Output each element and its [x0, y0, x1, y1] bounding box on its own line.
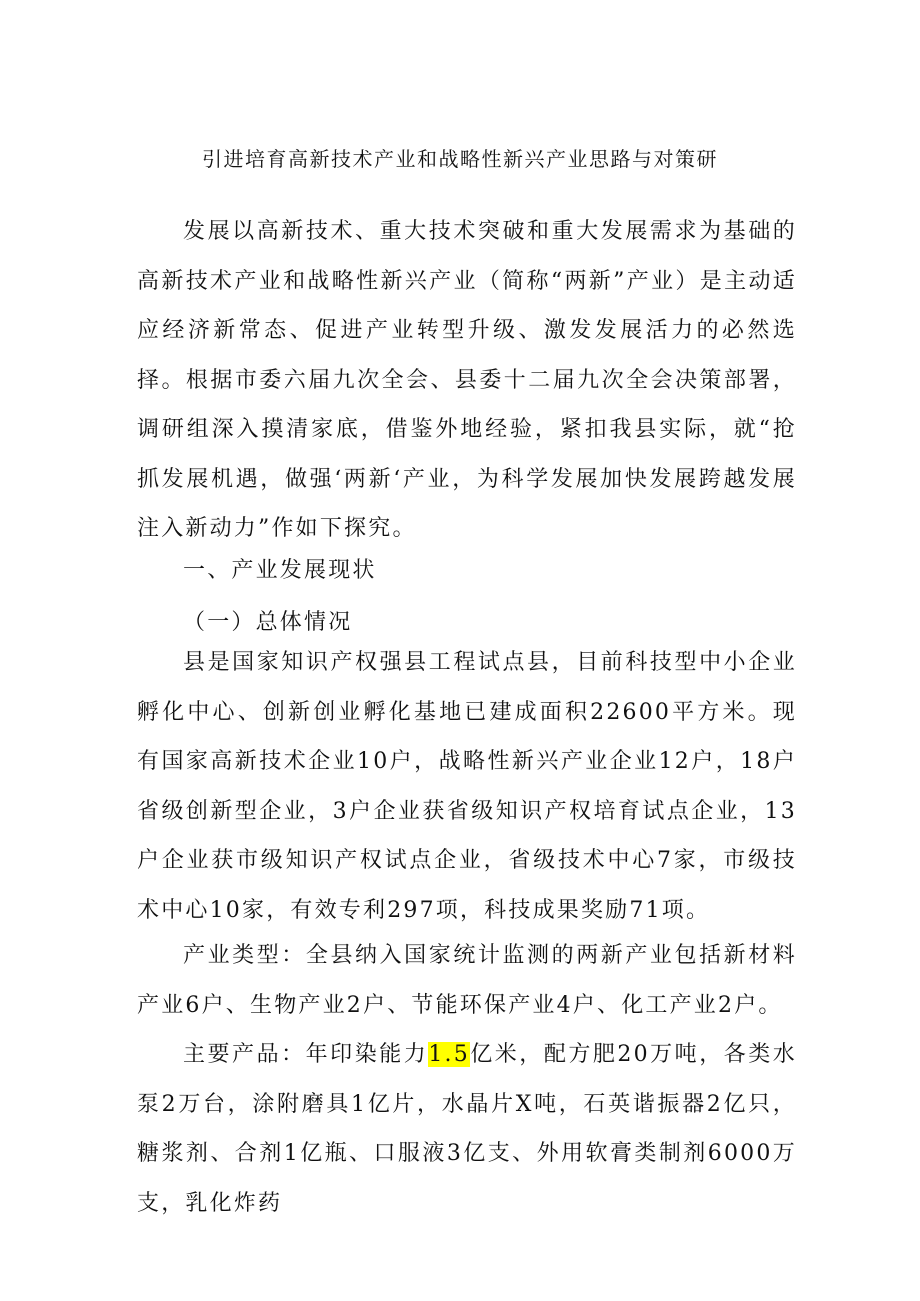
- document-title: 引进培育高新技术产业和战略性新兴产业思路与对策研: [202, 147, 718, 171]
- products-text-after: 亿米，配方肥20万吨，各类水泵2万台，涂附磨具1亿片，水晶片X吨，石英谐振器2亿只，糖浆剂、合剂1亿瓶、口服液3亿支、外用软膏类制剂6000万支，乳化炸药: [137, 1042, 797, 1216]
- overview-paragraph-block: [137, 638, 797, 935]
- industry-types-paragraph: 产业类型：全县纳入国家统计监测的两新产业包括新材料产业6户、生物产业2户、节能环保产业4户、化工产业2户。: [137, 943, 797, 1018]
- products-paragraph-block: [137, 1030, 797, 1228]
- highlighted-value: 1.5: [428, 1042, 470, 1067]
- overview-paragraph: 县是国家知识产权强县工程试点县，目前科技型中小企业孵化中心、创新创业孵化基地已建成面积22600平方米。现有国家高新技术企业10户，战略性新兴产业企业12户，18户省级创新型企业，3户企业获省级知识产权培育试点企业，13户企业获市级知识产权试点企业，省级技术中心7家，市级技术中心10家，有效专利297项，科技成果奖励71项。: [137, 650, 797, 923]
- products-text-before: 主要产品：年印染能力: [183, 1042, 429, 1067]
- section-heading: 一、产业发展现状: [183, 558, 377, 583]
- products-paragraph: [137, 1030, 797, 1228]
- industry-types-paragraph-block: [137, 931, 797, 1030]
- intro-paragraph-block: [137, 207, 797, 554]
- subsection-heading: （一）总体情况: [183, 610, 353, 635]
- intro-paragraph: 发展以高新技术、重大技术突破和重大发展需求为基础的高新技术产业和战略性新兴产业（简称“两新”产业）是主动适应经济新常态、促进产业转型升级、激发发展活力的必然选择。根据市委六届九次全会、县委十二届九次全会决策部署，调研组深入摸清家底，借鉴外地经验，紧扣我县实际，就“抢抓发展机遇，做强‘两新‘产业，为科学发展加快发展跨越发展注入新动力”作如下探究。: [137, 219, 797, 541]
